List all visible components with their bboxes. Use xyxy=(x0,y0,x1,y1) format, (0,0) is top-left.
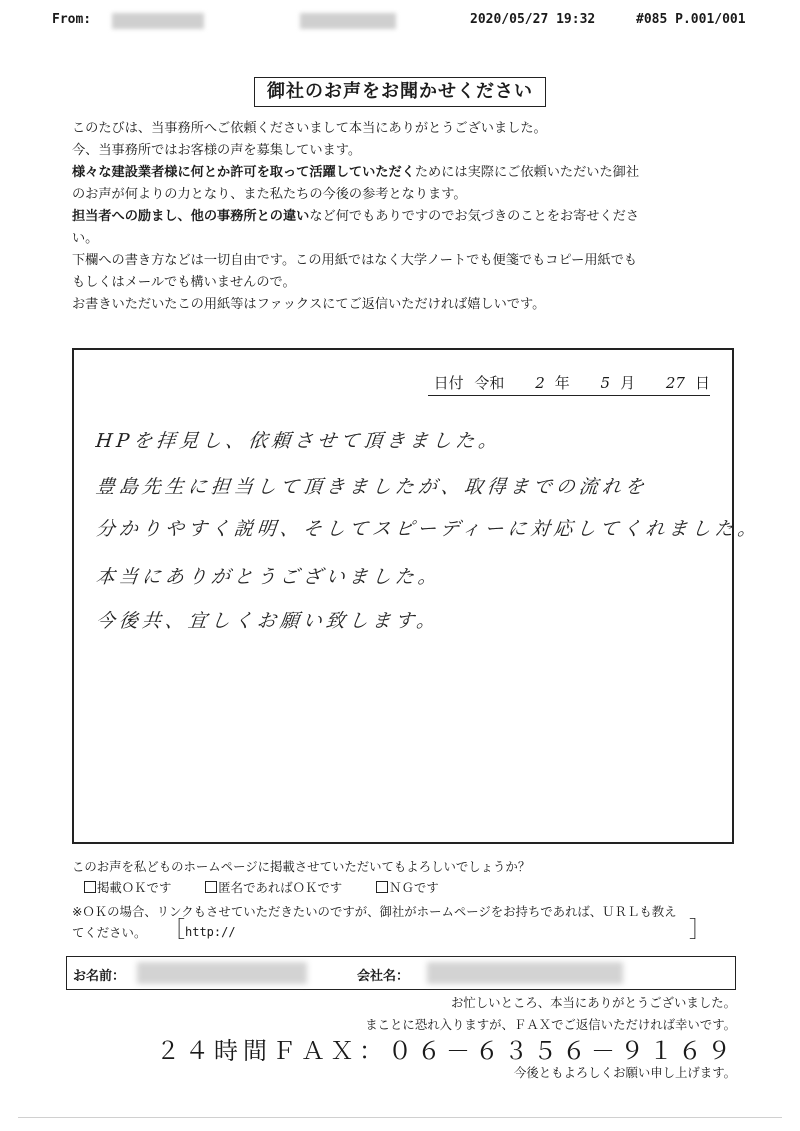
thanks-line: まことに恐れ入りますが、ＦＡＸでご返信いただければ幸いです。 xyxy=(365,1017,736,1032)
checkbox-icon[interactable] xyxy=(376,881,388,893)
intro-line: い。 xyxy=(72,231,99,246)
comment-box xyxy=(72,348,762,844)
intro-bold: 様々な建設業者様に何とか許可を取って活躍していただく xyxy=(72,165,415,180)
fax-header xyxy=(0,12,800,36)
handwritten-line: 豊島先生に担当して頂きましたが、取得までの流れを xyxy=(94,476,650,498)
redacted-sender-number xyxy=(300,13,396,29)
closing-line: 今後ともよろしくお願い申し上げます。 xyxy=(513,1065,736,1080)
option-anon-label: 匿名であればＯＫです xyxy=(218,880,343,895)
intro-line: もしくはメールでも構いませんので。 xyxy=(72,275,296,290)
fax-datetime: 2020/05/27 19:32 xyxy=(470,12,596,27)
option-ok-label: 掲載ＯＫです xyxy=(97,880,172,895)
permission-options xyxy=(84,878,469,896)
option-ng-label: ＮＧです xyxy=(389,880,439,895)
handwritten-line: HPを拝見し、依頼させて頂きました。 xyxy=(94,430,503,452)
option-ng[interactable] xyxy=(376,878,439,896)
url-prefix: http:// xyxy=(185,925,236,939)
intro-rest: ためには実際にご依頼いただいた御社 xyxy=(414,165,640,180)
intro-line xyxy=(72,162,752,184)
intro-line: のお声が何よりの力となり、また私たちの今後の参考となります。 xyxy=(72,187,467,202)
date-day: 27 xyxy=(665,374,685,392)
redacted-company xyxy=(427,962,623,984)
url-field[interactable] xyxy=(163,919,711,945)
option-anonymous[interactable] xyxy=(205,878,342,896)
date-label: 日付 xyxy=(433,374,464,392)
date-day-unit: 日 xyxy=(694,374,710,392)
redacted-sender xyxy=(112,13,204,29)
redacted-name xyxy=(137,962,307,984)
page-title: 御社のお声をお聞かせください xyxy=(254,77,546,107)
date-year-unit: 年 xyxy=(554,374,570,392)
date-month-unit: 月 xyxy=(620,374,636,392)
date-year: 2 xyxy=(535,374,545,392)
intro-bold: 担当者への励まし、他の事務所との違い xyxy=(72,209,310,224)
checkbox-icon[interactable] xyxy=(84,881,96,893)
permission-question: このお声を私どものホームページに掲載させていただいてもよろしいでしょうか？ xyxy=(72,859,531,874)
thanks-line: お忙しいところ、本当にありがとうございました。 xyxy=(451,995,736,1010)
fax-from-label: From: xyxy=(52,12,92,27)
intro-text xyxy=(72,118,752,316)
option-ok[interactable] xyxy=(84,878,171,896)
company-label: 会社名： xyxy=(357,969,410,984)
handwritten-line: 本当にありがとうございました。 xyxy=(94,566,443,588)
bottom-divider xyxy=(18,1117,782,1118)
date-month: 5 xyxy=(600,374,611,392)
date-row xyxy=(428,372,710,396)
fax-page-info: #085 P.001/001 xyxy=(636,12,746,27)
name-label: お名前： xyxy=(73,969,126,984)
date-era: 令和 xyxy=(474,374,505,392)
intro-line: このたびは、当事務所へご依頼くださいまして本当にありがとうございました。 xyxy=(72,121,547,136)
bracket-right: ］ xyxy=(688,918,711,943)
handwritten-line: 分かりやすく説明、そしてスピーディーに対応してくれました。 xyxy=(94,518,762,540)
fax-number: ２４時間ＦＡＸ：０６－６３５６－９１６９ xyxy=(156,1037,736,1065)
intro-line xyxy=(72,206,752,228)
intro-line: お書きいただいたこの用紙等はファックスにてご返信いただければ嬉しいです。 xyxy=(72,297,546,312)
intro-line: 下欄への書き方などは一切自由です。この用紙ではなく大学ノートでも便箋でもコピー用紙でも xyxy=(72,253,638,268)
checkbox-icon[interactable] xyxy=(205,881,217,893)
intro-rest: など何でもありですのでお気づきのことをお寄せくださ xyxy=(309,209,640,224)
bracket-left: ［ xyxy=(163,918,186,943)
contact-box xyxy=(66,956,736,990)
handwritten-line: 今後共、宜しくお願い致します。 xyxy=(94,610,441,632)
url-note-line: ※ＯＫの場合、リンクもさせていただきたいのですが、御社がホームページをお持ちであれば、ＵＲＬも教え xyxy=(72,904,677,919)
intro-line: 今、当事務所ではお客様の声を募集しています。 xyxy=(72,143,362,158)
url-note-line: てください。 xyxy=(72,925,147,940)
